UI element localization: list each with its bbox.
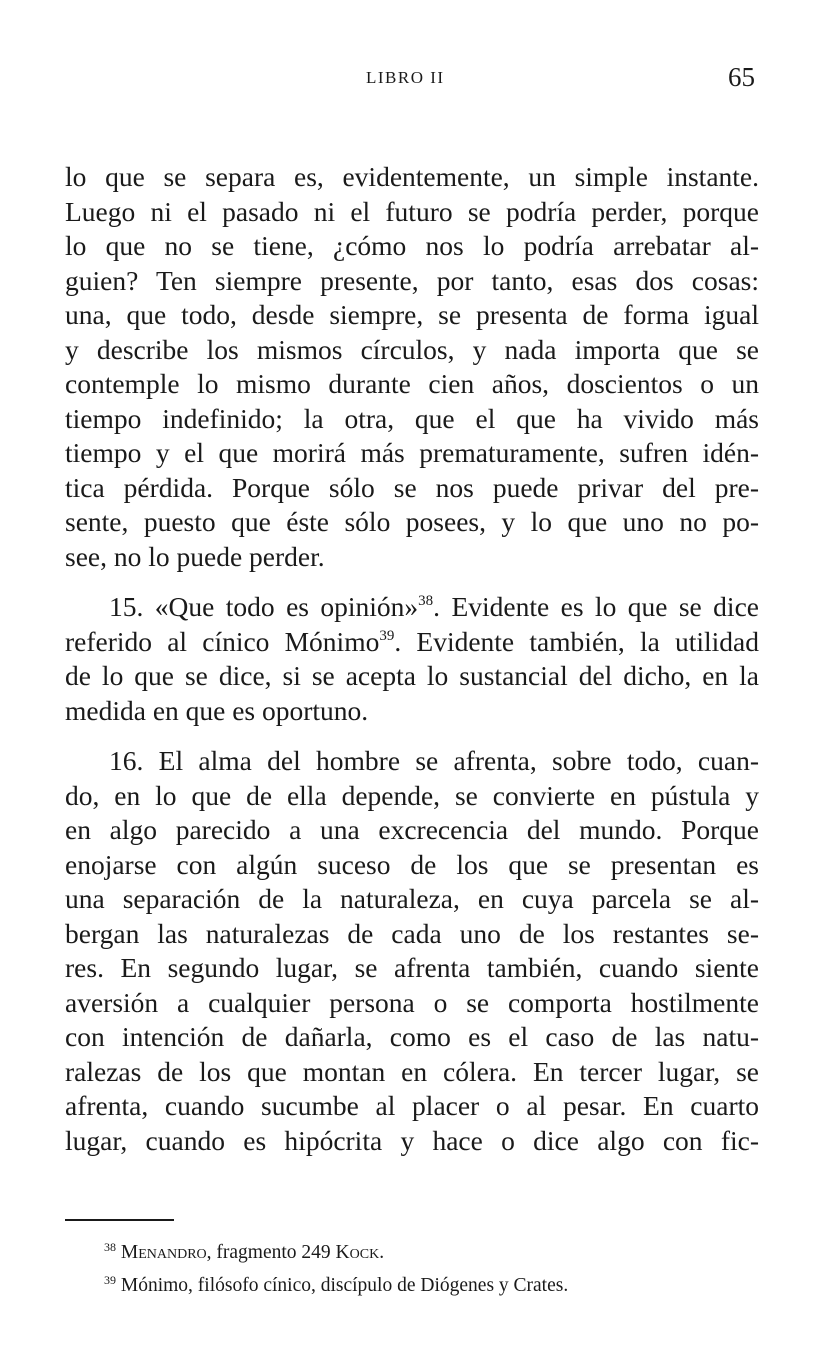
text-line: aversión a cualquier persona o se comporta hostilmente: [65, 986, 759, 1018]
text-line: [65, 590, 759, 625]
footnote-38: [104, 1236, 764, 1269]
text-line: [65, 625, 759, 660]
text-segment: . Evidente es lo que se dice: [433, 591, 759, 622]
footnote-text: Mónimo, filósofo cínico, discípulo de Diógenes y Crates.: [120, 1275, 569, 1296]
text-line: tiempo indefinido; la otra, que el que ha vivido más: [65, 402, 759, 434]
text-line: tica pérdida. Porque sólo se nos puede privar del pre-: [65, 471, 759, 503]
text-line: lo que no se tiene, ¿cómo nos lo podría arrebatar al-: [65, 230, 759, 261]
text-segment: 15. «Que todo es opinión»: [109, 591, 419, 622]
text-line: en algo parecido a una excrecencia del mundo. Porque: [65, 814, 759, 845]
paragraph-16: [65, 744, 759, 1158]
text-line: medida en que es oportuno.: [65, 694, 369, 726]
text-line: 16. El alma del hombre se afrenta, sobre todo, cuan-: [109, 745, 759, 776]
paragraph-15: [65, 590, 759, 728]
text-line: res. En segundo lugar, se afrenta también, cuando siente: [65, 952, 759, 983]
running-head: LIBRO II: [366, 68, 445, 87]
footnote-39: [104, 1269, 764, 1302]
text-line: sente, puesto que éste sólo posees, y lo que uno no po-: [65, 506, 759, 537]
footnote-author: Menandro: [120, 1242, 207, 1263]
text-segment: referido al cínico Mónimo: [65, 625, 380, 657]
text-line: enojarse con algún suceso de los que se presentan es: [65, 848, 759, 880]
text-line: una separación de la naturaleza, en cuya parcela se al-: [65, 883, 759, 914]
page-header: [0, 58, 828, 98]
paragraph-continued: [65, 160, 759, 574]
footnote-rule: [65, 1219, 174, 1221]
paragraph-gap: [65, 574, 759, 590]
footnote-ref: 38: [418, 593, 434, 609]
text-line: guien? Ten siempre presente, por tanto, esas dos cosas:: [65, 264, 759, 296]
body-text: [65, 160, 759, 1158]
paragraph-gap: [65, 728, 759, 744]
footnote-text: , fragmento 249: [206, 1242, 336, 1263]
text-line: afrenta, cuando sucumbe al placer o al pesar. En cuarto: [65, 1090, 759, 1121]
footnote-number: 38: [104, 1240, 116, 1254]
text-line: lo que se separa es, evidentemente, un simple instante.: [65, 161, 759, 192]
page-number: 65: [728, 62, 755, 92]
text-line: y describe los mismos círculos, y nada importa que se: [65, 333, 759, 365]
footnote-ref: 39: [379, 627, 395, 644]
text-line: de lo que se dice, si se acepta lo sustancial del dicho, en la: [65, 660, 759, 691]
text-line: con intención de dañarla, como es el caso de las natu-: [65, 1021, 759, 1052]
text-line: ralezas de los que montan en cólera. En tercer lugar, se: [65, 1055, 759, 1087]
text-segment: . Evidente también, la utilidad: [394, 625, 760, 657]
footnotes: [104, 1236, 764, 1302]
text-line: do, en lo que de ella depende, se convierte en pústula y: [65, 779, 759, 811]
footnote-editor: Kock: [335, 1242, 380, 1263]
footnote-number: 39: [104, 1273, 116, 1287]
text-line: lugar, cuando es hipócrita y hace o dice algo con fic-: [65, 1124, 759, 1156]
text-line: tiempo y el que morirá más prematuramente, sufren idén-: [65, 437, 759, 468]
text-line: una, que todo, desde siempre, se presenta de forma igual: [65, 299, 759, 330]
text-line: Luego ni el pasado ni el futuro se podría perder, porque: [65, 195, 759, 227]
footnote-text: .: [379, 1242, 385, 1263]
text-line: see, no lo puede perder.: [65, 540, 325, 572]
text-line: bergan las naturalezas de cada uno de los restantes se-: [65, 917, 759, 949]
text-line: contemple lo mismo durante cien años, doscientos o un: [65, 368, 759, 399]
